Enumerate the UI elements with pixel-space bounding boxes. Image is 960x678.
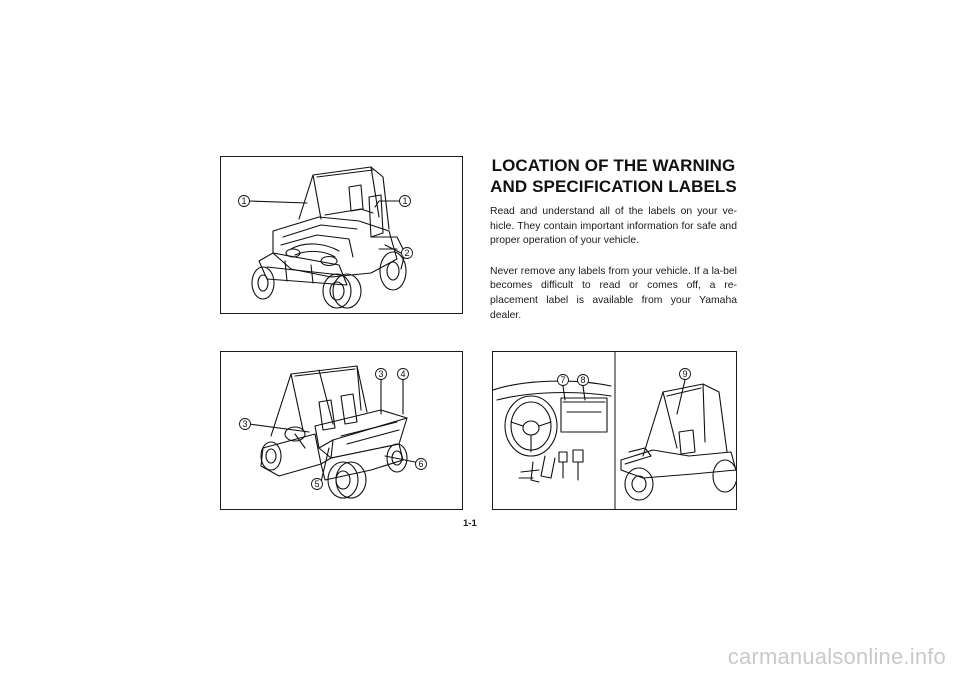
section-title [490, 155, 737, 197]
intro-paragraph: Read and understand all of the labels on your ve-hicle. They contain important information for safe and proper operation of your vehicle. [490, 206, 737, 247]
watermark-text: carmanualsonline.info [727, 644, 946, 669]
callout-1-left: 1 [241, 196, 247, 207]
cockpit-and-side-illustration [493, 352, 736, 509]
vehicle-front-illustration [221, 157, 462, 313]
callout-7: 7 [560, 375, 566, 386]
section-title-line-1: LOCATION OF THE WARNING [491, 156, 736, 175]
callout-3-top: 3 [378, 369, 384, 380]
callout-9: 9 [682, 369, 688, 380]
callout-6: 6 [418, 459, 424, 470]
callout-5: 5 [314, 479, 320, 490]
callout-3-left: 3 [242, 419, 248, 430]
section-title-line-2: AND SPECIFICATION LABELS [490, 177, 737, 196]
callout-8: 8 [580, 375, 586, 386]
text-column [490, 155, 737, 323]
figure-cockpit-and-side [492, 351, 737, 510]
page-number: 1-1 [463, 518, 477, 529]
label-removal-paragraph: Never remove any labels from your vehicle. If a la-bel becomes difficult to read or comes off, a re-placement label is available from your Yamaha dealer. [490, 265, 737, 321]
vehicle-rear-illustration [221, 352, 462, 509]
callout-4: 4 [400, 369, 406, 380]
callout-2: 2 [404, 248, 410, 259]
figure-front-view [220, 156, 463, 314]
figure-rear-view [220, 351, 463, 510]
callout-1-right: 1 [402, 196, 408, 207]
